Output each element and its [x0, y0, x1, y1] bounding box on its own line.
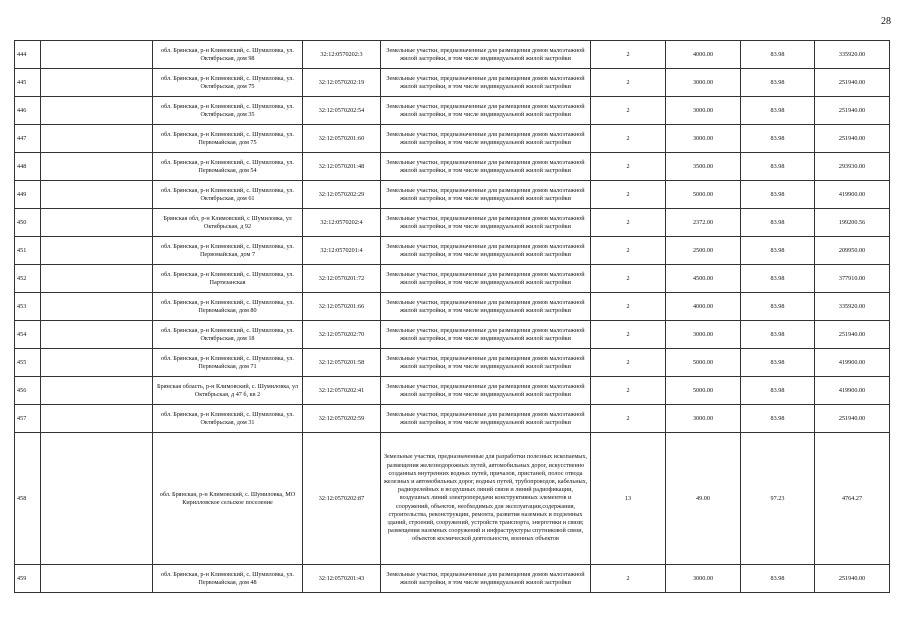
address-cell: обл. Брянская, р-н Климовский, с. Шумиловка, ул. Партизанская [153, 265, 303, 293]
value-cell: 251940.00 [815, 97, 890, 125]
empty-cell [41, 321, 153, 349]
empty-cell [41, 69, 153, 97]
row-number-cell: 453 [15, 293, 41, 321]
category-cell: 2 [591, 153, 666, 181]
cadastral-number-cell: 32:12:0570202:4 [303, 209, 381, 237]
area-cell: 3500.00 [666, 153, 741, 181]
empty-cell [41, 265, 153, 293]
empty-cell [41, 153, 153, 181]
land-use-cell: Земельные участки, предназначенные для размещения домов малоэтажной жилой застройки, в том числе индивидуальной жилой застройки [381, 181, 591, 209]
value-cell: 293930.00 [815, 153, 890, 181]
category-cell: 2 [591, 181, 666, 209]
area-cell: 3000.00 [666, 125, 741, 153]
area-cell: 5000.00 [666, 349, 741, 377]
value-cell: 419900.00 [815, 377, 890, 405]
rate-cell: 83.98 [741, 293, 815, 321]
address-cell: обл. Брянская, р-н Климовский, с. Шумиловка, ул. Октябрьская, дом 75 [153, 69, 303, 97]
category-cell: 13 [591, 433, 666, 565]
rate-cell: 83.98 [741, 321, 815, 349]
area-cell: 4000.00 [666, 293, 741, 321]
row-number-cell: 447 [15, 125, 41, 153]
empty-cell [41, 41, 153, 69]
land-use-cell: Земельные участки, предназначенные для размещения домов малоэтажной жилой застройки, в том числе индивидуальной жилой застройки [381, 565, 591, 593]
rate-cell: 83.98 [741, 349, 815, 377]
table-row [15, 125, 890, 153]
cadastral-number-cell: 32:12:0570201:4 [303, 237, 381, 265]
row-number-cell: 445 [15, 69, 41, 97]
category-cell: 2 [591, 321, 666, 349]
table-row [15, 293, 890, 321]
area-cell: 2372.00 [666, 209, 741, 237]
address-cell: обл. Брянская, р-н Климовский, с. Шумиловка, ул. Первомайская, дом 48 [153, 565, 303, 593]
table-row [15, 69, 890, 97]
row-number-cell: 444 [15, 41, 41, 69]
rate-cell: 83.98 [741, 125, 815, 153]
row-number-cell: 458 [15, 433, 41, 565]
cadastral-number-cell: 32:12:0570202:19 [303, 69, 381, 97]
table-row [15, 209, 890, 237]
land-use-cell: Земельные участки, предназначенные для размещения домов малоэтажной жилой застройки, в том числе индивидуальной жилой застройки [381, 153, 591, 181]
empty-cell [41, 349, 153, 377]
cadastral-number-cell: 32:12:0570201:58 [303, 349, 381, 377]
rate-cell: 83.98 [741, 265, 815, 293]
cadastral-number-cell: 32:12:0570202:54 [303, 97, 381, 125]
rate-cell: 97.23 [741, 433, 815, 565]
empty-cell [41, 565, 153, 593]
value-cell: 377910.00 [815, 265, 890, 293]
rate-cell: 83.98 [741, 41, 815, 69]
category-cell: 2 [591, 125, 666, 153]
value-cell: 335920.00 [815, 293, 890, 321]
value-cell: 251940.00 [815, 565, 890, 593]
land-use-cell: Земельные участки, предназначенные для размещения домов малоэтажной жилой застройки, в том числе индивидуальной жилой застройки [381, 97, 591, 125]
category-cell: 2 [591, 41, 666, 69]
land-use-cell: Земельные участки, предназначенные для размещения домов малоэтажной жилой застройки, в том числе индивидуальной жилой застройки [381, 237, 591, 265]
category-cell: 2 [591, 293, 666, 321]
address-cell: обл. Брянская, р-н Климовский, с. Шумиловка, ул. Первомайская, дом 7 [153, 237, 303, 265]
empty-cell [41, 209, 153, 237]
land-use-cell: Земельные участки, предназначенные для размещения домов малоэтажной жилой застройки, в том числе индивидуальной жилой застройки [381, 349, 591, 377]
value-cell: 419900.00 [815, 349, 890, 377]
category-cell: 2 [591, 565, 666, 593]
table-row [15, 97, 890, 125]
land-use-cell: Земельные участки, предназначенные для размещения домов малоэтажной жилой застройки, в том числе индивидуальной жилой застройки [381, 125, 591, 153]
rate-cell: 83.98 [741, 377, 815, 405]
category-cell: 2 [591, 405, 666, 433]
land-use-cell: Земельные участки, предназначенные для разработки полезных ископаемых, размещения железнодорожных путей, автомобильных дорог, искусственно созданных внутренних водных путей, причалов, пристаней, полос отвода железных и автомобильных дорог, водных путей, трубопроводов, кабельных, радиорелейных и воздушных линий связи и линий радиофикации, воздушных линий электропередачи конструктивных элементов и сооружений, объектов, необходимых для эксплуатации,содержания, строительства, реконструкции, ремонта, развития наземных и подземных зданий, строений, сооружений, устройств транспорта, энергетики и связи; размещения наземных сооружений и инфраструктуры спутниковой связи, объектов космической деятельности, военных объектов [381, 433, 591, 565]
empty-cell [41, 237, 153, 265]
empty-cell [41, 125, 153, 153]
category-cell: 2 [591, 349, 666, 377]
row-number-cell: 450 [15, 209, 41, 237]
empty-cell [41, 293, 153, 321]
cadastral-number-cell: 32:12:0570202:87 [303, 433, 381, 565]
table-row [15, 181, 890, 209]
land-use-cell: Земельные участки, предназначенные для размещения домов малоэтажной жилой застройки, в том числе индивидуальной жилой застройки [381, 377, 591, 405]
rate-cell: 83.98 [741, 69, 815, 97]
value-cell: 251940.00 [815, 125, 890, 153]
category-cell: 2 [591, 97, 666, 125]
value-cell: 251940.00 [815, 69, 890, 97]
address-cell: обл. Брянская, р-н Климовский, с. Шумиловка, МО Кирилловское сельское поселение [153, 433, 303, 565]
table-row [15, 321, 890, 349]
address-cell: обл. Брянская, р-н Климовский, с. Шумиловка, ул. Первомайская, дом 75 [153, 125, 303, 153]
address-cell: обл. Брянская, р-н Климовский, с. Шумиловка, ул. Первомайская, дом 54 [153, 153, 303, 181]
table-row [15, 41, 890, 69]
cadastral-number-cell: 32:12:0570202:70 [303, 321, 381, 349]
category-cell: 2 [591, 377, 666, 405]
row-number-cell: 451 [15, 237, 41, 265]
table-row [15, 405, 890, 433]
cadastral-number-cell: 32:12:0570202:3 [303, 41, 381, 69]
cadastral-number-cell: 32:12:0570202:29 [303, 181, 381, 209]
rate-cell: 83.98 [741, 405, 815, 433]
row-number-cell: 452 [15, 265, 41, 293]
row-number-cell: 455 [15, 349, 41, 377]
table-row [15, 265, 890, 293]
category-cell: 2 [591, 265, 666, 293]
address-cell: обл. Брянская, р-н Климовский, с. Шумиловка, ул. Октябрьская, дом 98 [153, 41, 303, 69]
rate-cell: 83.98 [741, 153, 815, 181]
row-number-cell: 457 [15, 405, 41, 433]
row-number-cell: 456 [15, 377, 41, 405]
land-use-cell: Земельные участки, предназначенные для размещения домов малоэтажной жилой застройки, в том числе индивидуальной жилой застройки [381, 321, 591, 349]
page-number: 28 [881, 16, 891, 27]
value-cell: 419900.00 [815, 181, 890, 209]
cadastral-number-cell: 32:12:0570202:59 [303, 405, 381, 433]
area-cell: 5000.00 [666, 377, 741, 405]
table-row [15, 565, 890, 593]
rate-cell: 83.98 [741, 565, 815, 593]
empty-cell [41, 433, 153, 565]
value-cell: 209950.00 [815, 237, 890, 265]
cadastral-number-cell: 32:12:0570201:60 [303, 125, 381, 153]
land-use-cell: Земельные участки, предназначенные для размещения домов малоэтажной жилой застройки, в том числе индивидуальной жилой застройки [381, 209, 591, 237]
rate-cell: 83.98 [741, 237, 815, 265]
cadastral-number-cell: 32:12:0570201:43 [303, 565, 381, 593]
area-cell: 3000.00 [666, 565, 741, 593]
address-cell: обл. Брянская, р-н Климовский, с. Шумиловка, ул. Октябрьская, дом 18 [153, 321, 303, 349]
area-cell: 5000.00 [666, 181, 741, 209]
empty-cell [41, 405, 153, 433]
cadastral-number-cell: 32:12:0570201:66 [303, 293, 381, 321]
table-body [15, 41, 890, 593]
address-cell: обл. Брянская, р-н Климовский, с. Шумиловка, ул. Октябрьская, дом 61 [153, 181, 303, 209]
category-cell: 2 [591, 237, 666, 265]
land-use-cell: Земельные участки, предназначенные для размещения домов малоэтажной жилой застройки, в том числе индивидуальной жилой застройки [381, 293, 591, 321]
empty-cell [41, 377, 153, 405]
empty-cell [41, 181, 153, 209]
area-cell: 3000.00 [666, 69, 741, 97]
land-use-cell: Земельные участки, предназначенные для размещения домов малоэтажной жилой застройки, в том числе индивидуальной жилой застройки [381, 41, 591, 69]
rate-cell: 83.98 [741, 181, 815, 209]
value-cell: 251940.00 [815, 321, 890, 349]
row-number-cell: 454 [15, 321, 41, 349]
row-number-cell: 448 [15, 153, 41, 181]
address-cell: Брянская обл, р-н Климовский, с Шумиловка, ул Октябрьская, д 92 [153, 209, 303, 237]
address-cell: обл. Брянская, р-н Климовский, с. Шумиловка, ул. Первомайская, дом 80 [153, 293, 303, 321]
area-cell: 2500.00 [666, 237, 741, 265]
land-use-cell: Земельные участки, предназначенные для размещения домов малоэтажной жилой застройки, в том числе индивидуальной жилой застройки [381, 69, 591, 97]
area-cell: 4500.00 [666, 265, 741, 293]
cadastral-number-cell: 32:12:0570202:41 [303, 377, 381, 405]
value-cell: 335920.00 [815, 41, 890, 69]
area-cell: 3000.00 [666, 405, 741, 433]
row-number-cell: 449 [15, 181, 41, 209]
table-row [15, 349, 890, 377]
rate-cell: 83.98 [741, 209, 815, 237]
area-cell: 4000.00 [666, 41, 741, 69]
cadastral-number-cell: 32:12:0570201:72 [303, 265, 381, 293]
value-cell: 251940.00 [815, 405, 890, 433]
empty-cell [41, 97, 153, 125]
rate-cell: 83.98 [741, 97, 815, 125]
address-cell: обл. Брянская, р-н Климовский, с. Шумиловка, ул. Первомайская, дом 71 [153, 349, 303, 377]
category-cell: 2 [591, 69, 666, 97]
value-cell: 199200.56 [815, 209, 890, 237]
area-cell: 49.00 [666, 433, 741, 565]
land-use-cell: Земельные участки, предназначенные для размещения домов малоэтажной жилой застройки, в том числе индивидуальной жилой застройки [381, 265, 591, 293]
area-cell: 3000.00 [666, 97, 741, 125]
land-registry-table [14, 40, 890, 593]
row-number-cell: 459 [15, 565, 41, 593]
address-cell: обл. Брянская, р-н Климовский, с. Шумиловка, ул. Октябрьская, дом 31 [153, 405, 303, 433]
address-cell: обл. Брянская, р-н Климовский, с. Шумиловка, ул. Октябрьская, дом 35 [153, 97, 303, 125]
table-row [15, 433, 890, 565]
address-cell: Брянская область, р-н Климовский, с. Шумиловка, ул Октябрьская, д 47 б, кв 2 [153, 377, 303, 405]
table-row [15, 237, 890, 265]
area-cell: 3000.00 [666, 321, 741, 349]
table-row [15, 153, 890, 181]
table-row [15, 377, 890, 405]
land-use-cell: Земельные участки, предназначенные для размещения домов малоэтажной жилой застройки, в том числе индивидуальной жилой застройки [381, 405, 591, 433]
value-cell: 4764.27 [815, 433, 890, 565]
category-cell: 2 [591, 209, 666, 237]
cadastral-number-cell: 32:12:0570201:48 [303, 153, 381, 181]
row-number-cell: 446 [15, 97, 41, 125]
